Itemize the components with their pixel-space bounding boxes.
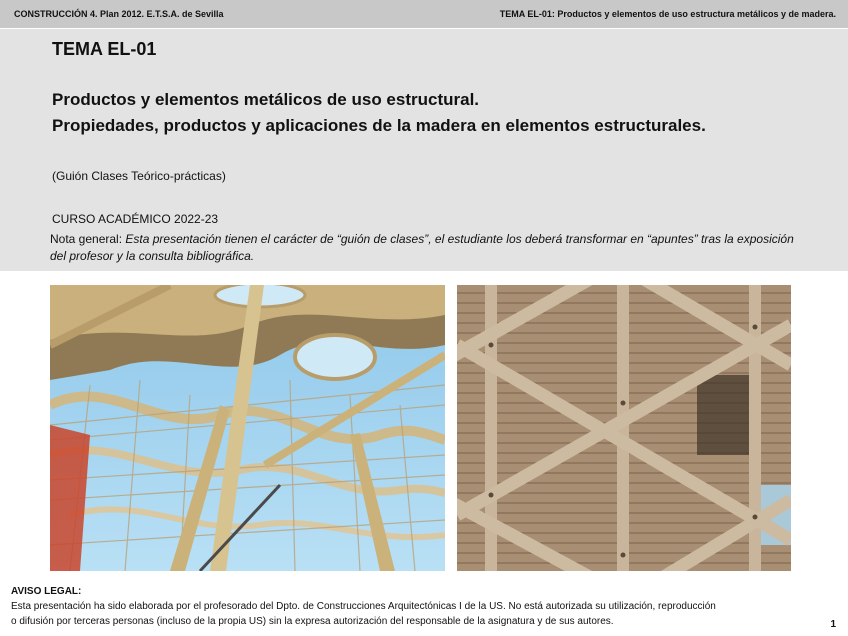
page-title: TEMA EL-01 [52, 39, 157, 59]
general-note-label: Nota general: [50, 232, 123, 246]
steel-canopy-photo [50, 285, 445, 571]
legal-text-line-1: Esta presentación ha sido elaborada por el profesorado del Dpto. de Construcciones Arquitectónicas I de la US. No está autorizada su utilización, reproducción [11, 601, 716, 612]
header-course: CONSTRUCCIÓN 4. Plan 2012. E.T.S.A. de Sevilla [14, 9, 224, 19]
subtitle-line-1: Productos y elementos metálicos de uso estructural. [52, 90, 480, 109]
header-topic: TEMA EL-01: Productos y elementos de uso estructura metálicos y de madera. [499, 9, 836, 19]
running-header [0, 0, 848, 28]
subtitle-line-2: Propiedades, productos y aplicaciones de la madera en elementos estructurales. [52, 116, 706, 135]
general-note-text: Esta presentación tienen el carácter de “guión de clases”, el estudiante los deberá transformar en “apuntes” tras la exposición del profesor y la consulta bibliográfica. [50, 232, 794, 263]
subtitle [52, 87, 706, 139]
timber-lattice-image [457, 285, 791, 571]
timber-lattice-photo [457, 285, 791, 571]
title-panel [0, 29, 848, 271]
academic-year: CURSO ACADÉMICO 2022-23 [52, 212, 219, 226]
legal-notice [11, 584, 846, 629]
legal-text-line-2: o difusión por terceras personas (incluso de la propia US) sin la expresa autorización del responsable de la asignatura y de sus autores. [11, 616, 614, 627]
guion-note: (Guión Clases Teórico-prácticas) [52, 169, 226, 183]
page-number: 1 [830, 619, 836, 630]
general-note [50, 231, 795, 265]
legal-title: AVISO LEGAL: [11, 586, 82, 597]
steel-canopy-image [50, 285, 445, 571]
